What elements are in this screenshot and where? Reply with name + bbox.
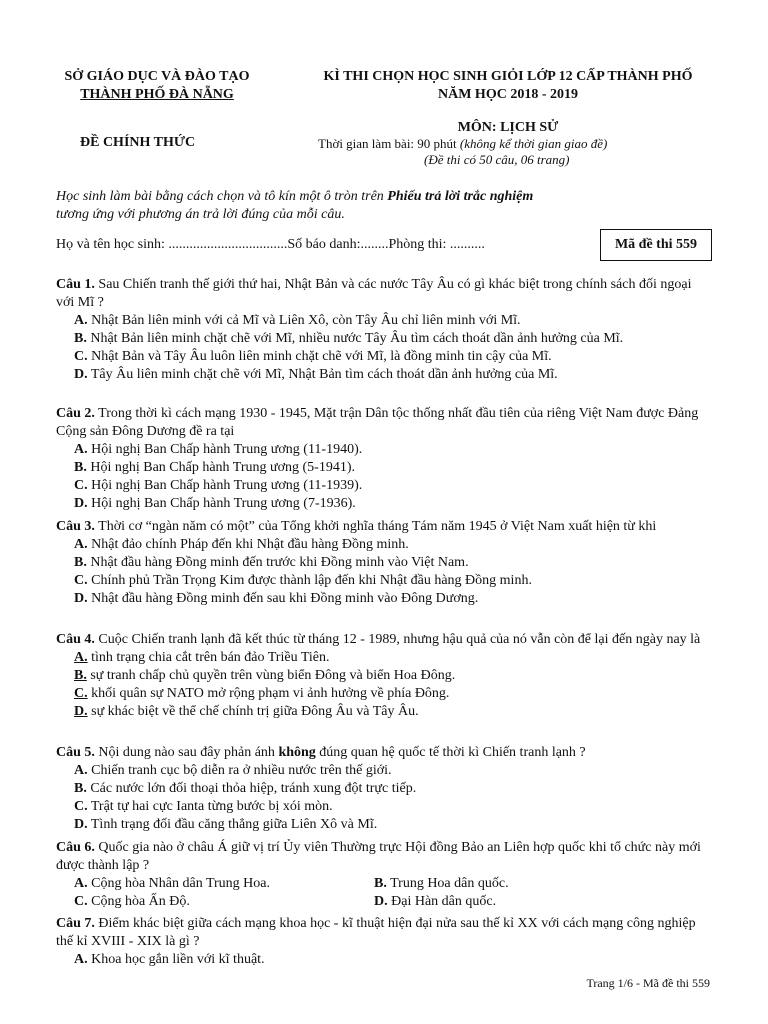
option-text: Hội nghị Ban Chấp hành Trung ương (11-1939). [87, 478, 363, 493]
option-key: B. [74, 331, 87, 346]
option-text: Trật tự hai cực Ianta từng bước bị xói mòn. [87, 799, 333, 814]
option-key: C. [74, 573, 88, 588]
option-d [374, 893, 496, 911]
question-2 [56, 405, 712, 513]
question-stem: Điểm khác biệt giữa cách mạng khoa học - kĩ thuật hiện đại nửa sau thế kỉ XX với cách mạng công nghiệp thế kỉ XVIII - XIX là gì ? [56, 916, 696, 949]
question-7 [56, 915, 712, 969]
instructions-line2: tương ứng với phương án trả lời đúng của mỗi câu. [56, 207, 345, 222]
option-text: Cộng hòa Nhân dân Trung Hoa. [87, 876, 271, 891]
question-3 [56, 518, 712, 608]
pages-note: (Đề thi có 50 câu, 06 trang) [424, 152, 570, 167]
option-text: sự tranh chấp chủ quyền trên vùng biển Đông và biển Hoa Đông. [86, 668, 456, 683]
option-d [56, 495, 712, 513]
option-text: Nhật Bản liên minh chặt chẽ với Mĩ, nhiều nước Tây Âu tìm cách thoát dần ảnh hưởng của Mĩ. [86, 331, 624, 346]
question-stem: Sau Chiến tranh thế giới thứ hai, Nhật Bản và các nước Tây Âu có gì khác biệt trong chính sách đối ngoại với Mĩ ? [56, 277, 692, 310]
question-4 [56, 631, 712, 721]
option-c [56, 348, 712, 366]
question-1 [56, 276, 712, 384]
question-stem: Cuộc Chiến tranh lạnh đã kết thúc từ tháng 12 - 1989, nhưng hậu quả của nó vẫn còn để lại đến ngày nay là [94, 632, 701, 647]
option-text: sự khác biệt về thể chế chính trị giữa Đông Âu và Tây Âu. [87, 704, 419, 719]
option-a [56, 951, 712, 969]
option-d [56, 590, 712, 608]
option-text: Cộng hòa Ấn Độ. [87, 894, 190, 909]
option-b [56, 554, 712, 572]
department-name: SỞ GIÁO DỤC VÀ ĐÀO TẠO [64, 69, 250, 84]
option-key: A. [74, 537, 88, 552]
option-key: A. [74, 313, 88, 328]
instructions-text: Học sinh làm bài bằng cách chọn và tô kín một ô tròn trên [56, 189, 388, 204]
option-key: C. [74, 478, 88, 493]
option-key: A. [74, 442, 88, 457]
option-key: B. [74, 668, 87, 683]
option-c [56, 798, 712, 816]
option-text: Nhật đầu hàng Đồng minh đến sau khi Đồng minh vào Đông Dương. [87, 591, 479, 606]
option-text: tình trạng chia cắt trên bán đảo Triều Tiên. [87, 650, 330, 665]
option-b [56, 780, 712, 798]
options-row-1 [56, 875, 712, 893]
option-key: D. [74, 817, 88, 832]
option-key: D. [374, 894, 388, 909]
option-key: A. [74, 952, 88, 967]
option-key: D. [74, 704, 88, 719]
option-text: khối quân sự NATO mở rộng phạm vi ảnh hưởng về phía Đông. [87, 686, 450, 701]
question-label: Câu 3. [56, 519, 95, 534]
city-name: THÀNH PHỐ ĐÀ NẴNG [80, 87, 234, 102]
options-row-2 [56, 893, 712, 911]
question-label: Câu 5. [56, 745, 95, 760]
option-key: B. [74, 555, 87, 570]
question-stem-emphasis: không [278, 745, 316, 760]
option-c [74, 893, 374, 911]
question-stem: Trong thời kì cách mạng 1930 - 1945, Mặt trận Dân tộc thống nhất đầu tiên của riêng Việt Nam được Đảng Cộng sản Đông Dương đề ra tại [56, 406, 699, 439]
option-d [56, 366, 712, 384]
option-a [56, 536, 712, 554]
answer-sheet-name: Phiếu trả lời trắc nghiệm [387, 189, 534, 204]
option-text: Nhật Bản liên minh với cả Mĩ và Liên Xô, còn Tây Âu chỉ liên minh với Mĩ. [87, 313, 521, 328]
question-label: Câu 7. [56, 916, 95, 931]
option-b [56, 459, 712, 477]
option-text: Tây Âu liên minh chặt chẽ với Mĩ, Nhật Bản tìm cách thoát dần ảnh hưởng của Mĩ. [87, 367, 558, 382]
option-text: Chính phủ Trần Trọng Kim được thành lập đến khi Nhật đầu hàng Đồng minh. [87, 573, 532, 588]
option-a [74, 875, 374, 893]
option-text: Nhật đầu hàng Đồng minh đến trước khi Đồng minh vào Việt Nam. [86, 555, 469, 570]
page-footer: Trang 1/6 - Mã đề thi 559 [586, 976, 710, 990]
option-key: A. [74, 876, 88, 891]
option-key: D. [74, 367, 88, 382]
option-key: D. [74, 591, 88, 606]
question-6 [56, 839, 712, 911]
question-label: Câu 4. [56, 632, 95, 647]
option-text: Đại Hàn dân quốc. [387, 894, 497, 909]
option-key: A. [74, 650, 88, 665]
school-year: NĂM HỌC 2018 - 2019 [438, 87, 578, 102]
question-stem: Quốc gia nào ở châu Á giữ vị trí Ủy viên Thường trực Hội đồng Bảo an Liên hợp quốc khi tổ chức này mới được thành lập ? [56, 840, 701, 873]
option-text: Hội nghị Ban Chấp hành Trung ương (7-1936). [87, 496, 356, 511]
option-text: Nhật đảo chính Pháp đến khi Nhật đầu hàng Đồng minh. [87, 537, 409, 552]
department-header [52, 68, 262, 104]
option-a [56, 649, 712, 667]
option-a [56, 762, 712, 780]
question-label: Câu 2. [56, 406, 95, 421]
student-info-line: Họ và tên học sinh: ..................................Số báo danh:........Phòng thi: .......... [56, 237, 485, 252]
option-c [56, 477, 712, 495]
exam-title: KÌ THI CHỌN HỌC SINH GIỎI LỚP 12 CẤP THÀNH PHỐ [323, 69, 693, 84]
option-b [56, 667, 712, 685]
instructions-line1 [56, 189, 533, 205]
option-a [56, 312, 712, 330]
question-label: Câu 6. [56, 840, 95, 855]
option-c [56, 685, 712, 703]
option-key: C. [74, 799, 88, 814]
option-key: D. [74, 496, 88, 511]
option-d [56, 703, 712, 721]
option-key: B. [74, 781, 87, 796]
time-limit [318, 136, 607, 152]
option-text: Khoa học gắn liền với kĩ thuật. [87, 952, 265, 967]
option-text: Trung Hoa dân quốc. [386, 876, 509, 891]
question-stem-end: đúng quan hệ quốc tế thời kì Chiến tranh lạnh ? [315, 745, 586, 760]
time-limit-note: (không kể thời gian giao đề) [459, 136, 608, 151]
option-a [56, 441, 712, 459]
option-text: Các nước lớn đối thoại thỏa hiệp, tránh xung đột trực tiếp. [86, 781, 417, 796]
time-limit-text: Thời gian làm bài: 90 phút [318, 136, 460, 151]
exam-code-box: Mã đề thi 559 [600, 229, 712, 261]
question-5 [56, 744, 712, 834]
option-text: Hội nghị Ban Chấp hành Trung ương (11-1940). [87, 442, 363, 457]
option-text: Nhật Bản và Tây Âu luôn liên minh chặt chẽ với Mĩ, là đồng minh tin cậy của Mĩ. [87, 349, 552, 364]
option-text: Chiến tranh cục bộ diễn ra ở nhiều nước trên thế giới. [87, 763, 392, 778]
question-stem: Nội dung nào sau đây phản ánh [94, 745, 279, 760]
option-key: B. [374, 876, 387, 891]
option-text: Hội nghị Ban Chấp hành Trung ương (5-1941). [86, 460, 355, 475]
option-c [56, 572, 712, 590]
option-d [56, 816, 712, 834]
exam-header [300, 68, 716, 104]
option-key: A. [74, 763, 88, 778]
question-stem: Thời cơ “ngàn năm có một” của Tổng khởi nghĩa tháng Tám năm 1945 ở Việt Nam xuất hiện từ khi [94, 519, 657, 534]
subject-title: MÔN: LỊCH SỬ [457, 120, 559, 135]
option-key: C. [74, 686, 88, 701]
option-b [374, 875, 509, 893]
option-key: C. [74, 349, 88, 364]
option-b [56, 330, 712, 348]
option-key: C. [74, 894, 88, 909]
official-label: ĐỀ CHÍNH THỨC [80, 135, 196, 150]
option-text: Tình trạng đối đầu căng thẳng giữa Liên Xô và Mĩ. [87, 817, 378, 832]
option-key: B. [74, 460, 87, 475]
question-label: Câu 1. [56, 277, 95, 292]
